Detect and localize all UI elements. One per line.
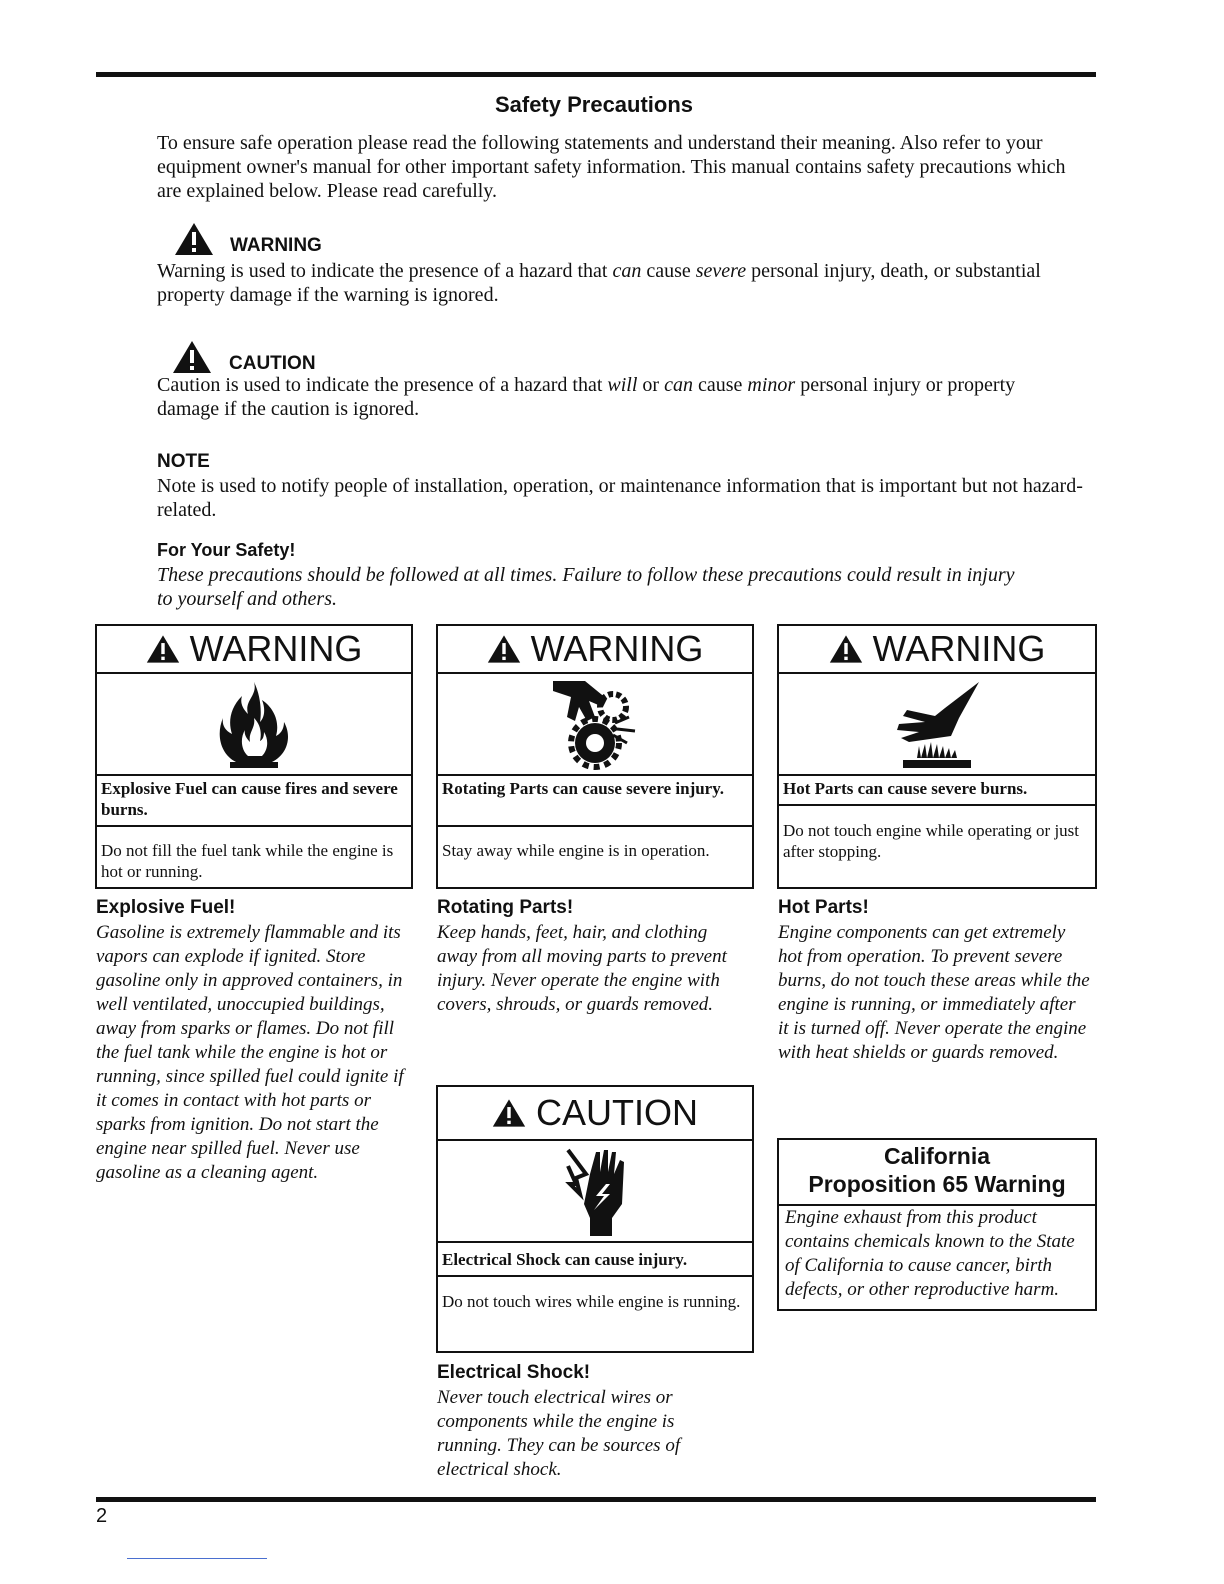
- sign-body-text: Do not touch engine while operating or just after stopping.: [783, 821, 1080, 861]
- sign-caption: [442, 1249, 748, 1270]
- prop65-title-line1: California: [883, 1143, 991, 1169]
- caution-text-a: Caution is used to indicate the presence of a hazard that: [157, 374, 608, 396]
- caution-text-c: cause: [692, 374, 748, 396]
- warning-triangle-icon: [146, 634, 180, 664]
- sign-bold-text: Hot Parts can cause severe burns.: [783, 779, 1028, 798]
- caution-em-will: will: [607, 374, 638, 396]
- electrical-shock-heading: Electrical Shock!: [437, 1362, 591, 1383]
- sign-pictogram: [779, 674, 1095, 776]
- intro-paragraph: To ensure safe operation please read the following statements and understand their meaning. Also refer to your equipment owner's manual for other important safety information. This manual contains safety precautions which are explained below. Please read carefully.: [157, 132, 1066, 202]
- sign-body-text: Do not fill the fuel tank while the engine is hot or running.: [101, 841, 394, 881]
- explosive-fuel-heading: Explosive Fuel!: [96, 897, 236, 918]
- sign-pictogram: [438, 674, 752, 776]
- for-your-safety-text: These precautions should be followed at all times. Failure to follow these precautions could result in injury to yourself and others.: [157, 564, 1015, 610]
- rotating-parts-icon: [545, 677, 645, 771]
- page-number: 2: [96, 1505, 108, 1527]
- caution-text-d: personal injury or property damage if the caution is ignored.: [157, 374, 1016, 420]
- electrical-shock-text: Never touch electrical wires or components while the engine is running. They can be sources of electrical shock.: [437, 1387, 681, 1480]
- sign-bold-text: Rotating Parts can cause severe injury.: [442, 779, 725, 798]
- hot-surface-icon: [889, 678, 985, 770]
- flame-icon: [214, 678, 294, 770]
- for-your-safety-heading: For Your Safety!: [157, 540, 296, 560]
- sign-pictogram: [438, 1141, 752, 1243]
- note-definition: Note is used to notify people of installation, operation, or maintenance information that is important but not hazard-related.: [157, 475, 1083, 521]
- prop65-warning-box: [777, 1138, 1097, 1311]
- warning-em-can: can: [612, 260, 642, 282]
- footer-link-line: [127, 1558, 267, 1559]
- prop65-title: [779, 1140, 1095, 1206]
- rotating-parts-heading: Rotating Parts!: [437, 897, 574, 918]
- warning-sign-rotating-parts: [436, 624, 754, 889]
- warning-triangle-icon: [174, 222, 214, 256]
- sign-bold-text: Explosive Fuel can cause fires and severe burns.: [101, 779, 398, 819]
- hot-parts-heading: Hot Parts!: [778, 897, 869, 918]
- sign-body-text: Stay away while engine is in operation.: [442, 841, 710, 860]
- caution-triangle-icon: [172, 340, 212, 374]
- sign-header-text: WARNING: [189, 628, 363, 669]
- caution-sign-electrical-shock: [436, 1085, 754, 1353]
- electric-shock-icon: [550, 1144, 640, 1238]
- note-label: NOTE: [157, 451, 210, 472]
- warning-label: WARNING: [230, 235, 322, 256]
- caution-label: CAUTION: [229, 353, 316, 374]
- sign-header: [438, 626, 752, 674]
- warning-triangle-icon: [829, 634, 863, 664]
- caution-triangle-icon: [492, 1098, 526, 1128]
- page-title: Safety Precautions: [494, 92, 694, 117]
- warning-text-b: cause: [641, 260, 696, 282]
- sign-header-text: CAUTION: [536, 1092, 698, 1133]
- sign-header: [438, 1087, 752, 1141]
- sign-body-text: Do not touch wires while engine is running.: [442, 1292, 741, 1311]
- caution-definition: [157, 373, 1072, 421]
- sign-caption: [101, 778, 407, 820]
- warning-em-severe: severe: [695, 260, 747, 282]
- sign-header-text: WARNING: [530, 628, 704, 669]
- prop65-text: Engine exhaust from this product contains chemicals known to the State of California to cause cancer, birth defects, or other reproductive harm.: [785, 1207, 1075, 1300]
- warning-sign-fuel: [95, 624, 413, 889]
- sign-pictogram: [97, 674, 411, 776]
- caution-em-can: can: [664, 374, 693, 396]
- explosive-fuel-text: Gasoline is extremely flammable and its vapors can explode if ignited. Store gasoline only in approved containers, in well ventilated, unoccupied buildings, away from sparks or flames. Do not fill the fuel tank while the engine is hot or running, since spilled fuel could ignite if it comes in contact with hot parts or sparks from ignition. Do not start the engine near spilled fuel. Never use gasoline as a cleaning agent.: [96, 922, 404, 1183]
- sign-caption: [783, 778, 1091, 799]
- warning-sign-hot-parts: [777, 624, 1097, 889]
- prop65-title-line2: Proposition 65 Warning: [808, 1171, 1066, 1197]
- top-rule: [96, 72, 1096, 77]
- sign-header: [779, 626, 1095, 674]
- warning-text-a: Warning is used to indicate the presence of a hazard that: [157, 260, 613, 282]
- sign-header-text: WARNING: [872, 628, 1046, 669]
- warning-definition: [157, 259, 1072, 307]
- sign-caption: [442, 778, 748, 799]
- hot-parts-text: Engine components can get extremely hot from operation. To prevent severe burns, do not touch these areas while the engine is running, or immediately after it is turned off. Never operate the engine with heat shields or guards removed.: [778, 922, 1090, 1063]
- rotating-parts-text: Keep hands, feet, hair, and clothing away from all moving parts to prevent injury. Never operate the engine with covers, shrouds, or guards removed.: [437, 922, 727, 1015]
- bottom-rule: [96, 1497, 1096, 1502]
- sign-header: [97, 626, 411, 674]
- sign-bold-text: Electrical Shock can cause injury.: [442, 1250, 688, 1269]
- warning-triangle-icon: [487, 634, 521, 664]
- caution-text-b: or: [637, 374, 665, 396]
- warning-text-c: personal injury, death, or substantial property damage if the warning is ignored.: [157, 260, 1041, 306]
- caution-em-minor: minor: [747, 374, 796, 396]
